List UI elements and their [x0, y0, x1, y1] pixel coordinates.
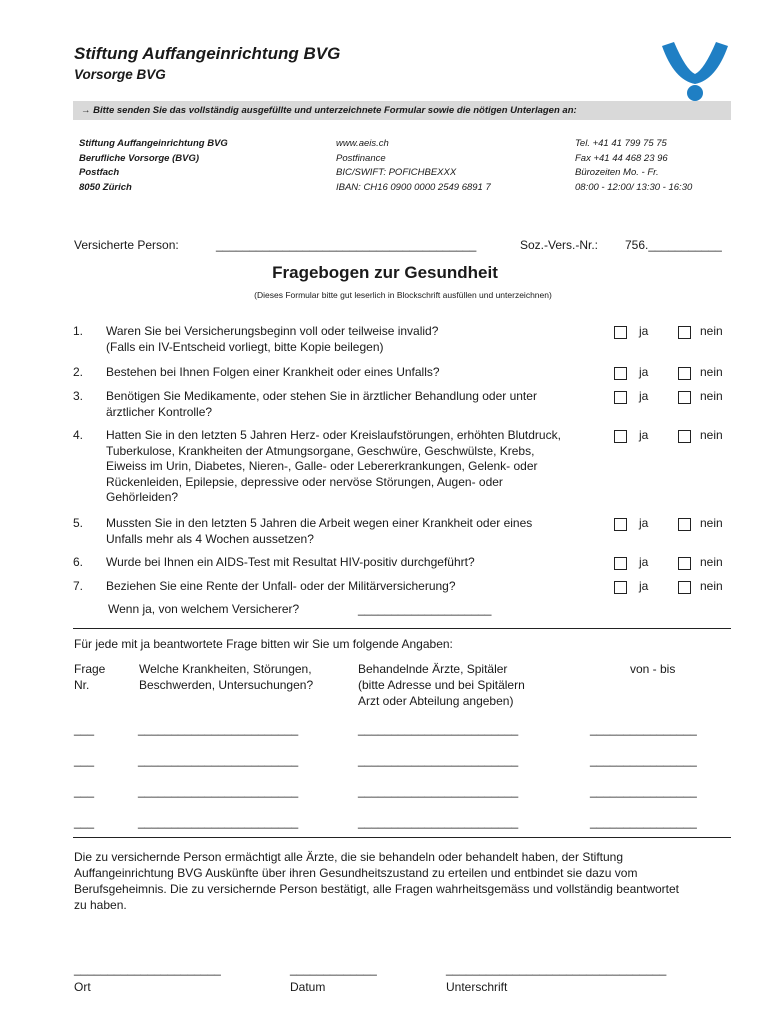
- instruction-banner: → Bitte senden Sie das vollständig ausgefüllte und unterzeichnete Formular sowie die nötigen Unterlagen an:: [73, 101, 731, 120]
- question-6-no-checkbox[interactable]: [678, 557, 691, 570]
- doctor-field[interactable]: ________________________: [358, 784, 519, 798]
- question-1-yes-checkbox[interactable]: [614, 326, 627, 339]
- address-contact: Tel. +41 41 799 75 75 Fax +41 44 468 23 96 Bürozeiten Mo. - Fr. 08:00 - 12:00/ 13:30 - 16:30: [575, 138, 693, 193]
- date-label: Datum: [290, 980, 326, 994]
- period-field[interactable]: ________________: [590, 753, 697, 767]
- question-number-field[interactable]: ___: [74, 815, 95, 829]
- yes-label: ja: [639, 428, 649, 442]
- question-number: 2.: [73, 365, 84, 379]
- yes-label: ja: [639, 365, 649, 379]
- question-4-yes-checkbox[interactable]: [614, 430, 627, 443]
- doctor-field[interactable]: ________________________: [358, 753, 519, 767]
- question-text: Beziehen Sie eine Rente der Unfall- oder der Militärversicherung?: [106, 579, 456, 593]
- illness-field[interactable]: ________________________: [138, 784, 299, 798]
- question-text: Benötigen Sie Medikamente, oder stehen Sie in ärztlicher Behandlung oder unter ärztlicher Kontrolle?: [106, 389, 537, 419]
- date-field[interactable]: _____________: [290, 962, 377, 976]
- insured-person-label: Versicherte Person:: [74, 238, 179, 252]
- page-title: Stiftung Auffangeinrichtung BVG: [74, 44, 341, 63]
- question-text: Mussten Sie in den letzten 5 Jahren die Arbeit wegen einer Krankheit oder eines Unfalls mehr als 4 Wochen aussetzen?: [106, 516, 533, 546]
- address-payment: www.aeis.ch Postfinance BIC/SWIFT: POFICHBEXXX IBAN: CH16 0900 0000 2549 6891 7: [336, 138, 491, 193]
- yes-label: ja: [639, 579, 649, 593]
- yes-label: ja: [639, 389, 649, 403]
- question-number-field[interactable]: ___: [74, 722, 95, 736]
- question-2-yes-checkbox[interactable]: [614, 367, 627, 380]
- period-field[interactable]: ________________: [590, 784, 697, 798]
- period-field[interactable]: ________________: [590, 722, 697, 736]
- column-header-doctors: Behandelnde Ärzte, Spitäler (bitte Adresse und bei Spitälern Arzt oder Abteilung angeben): [358, 662, 525, 708]
- question-text: Hatten Sie in den letzten 5 Jahren Herz- oder Kreislaufstörungen, erhöhten Blutdruck, Tuberkulose, Krankheiten der Atmungsorgane, Geschwüre, Geschwülste, Krebs, Eiweiss im Urin, Diabetes, Nieren-, Galle- oder Lebererkrankungen, Gelenk- oder Rückenleiden, Epilepsie, depressive oder nervöse Störungen, Augen- oder Gehörleiden?: [106, 428, 561, 504]
- divider: [73, 628, 731, 629]
- address-foundation: Stiftung Auffangeinrichtung BVG Berufliche Vorsorge (BVG) Postfach 8050 Zürich: [79, 138, 228, 193]
- question-number: 3.: [73, 389, 84, 403]
- no-label: nein: [700, 389, 723, 403]
- page-subtitle: Vorsorge BVG: [74, 67, 166, 82]
- doctor-field[interactable]: ________________________: [358, 722, 519, 736]
- column-header-period: von - bis: [630, 662, 676, 676]
- insurer-label: Wenn ja, von welchem Versicherer?: [108, 602, 300, 616]
- person-arms-up-logo: [660, 40, 730, 102]
- question-number-field[interactable]: ___: [74, 784, 95, 798]
- question-7-no-checkbox[interactable]: [678, 581, 691, 594]
- no-label: nein: [700, 365, 723, 379]
- yes-label: ja: [639, 555, 649, 569]
- yes-label: ja: [639, 516, 649, 530]
- column-header-question-number: Frage Nr.: [74, 662, 106, 692]
- question-4-no-checkbox[interactable]: [678, 430, 691, 443]
- question-7-yes-checkbox[interactable]: [614, 581, 627, 594]
- signature-field[interactable]: _________________________________: [446, 962, 667, 976]
- question-5-yes-checkbox[interactable]: [614, 518, 627, 531]
- ahv-number-label: Soz.-Vers.-Nr.:: [520, 238, 599, 252]
- question-2-no-checkbox[interactable]: [678, 367, 691, 380]
- ahv-number-field[interactable]: 756.___________: [625, 238, 722, 252]
- question-1-no-checkbox[interactable]: [678, 326, 691, 339]
- insured-person-field[interactable]: _______________________________________: [216, 238, 477, 252]
- question-number: 7.: [73, 579, 84, 593]
- form-note: (Dieses Formular bitte gut leserlich in Blockschrift ausfüllen und unterzeichnen): [254, 290, 552, 300]
- question-3-no-checkbox[interactable]: [678, 391, 691, 404]
- column-header-illnesses: Welche Krankheiten, Störungen, Beschwerden, Untersuchungen?: [139, 662, 314, 692]
- question-number: 5.: [73, 516, 84, 530]
- place-field[interactable]: ______________________: [74, 962, 221, 976]
- question-6-yes-checkbox[interactable]: [614, 557, 627, 570]
- question-text: Wurde bei Ihnen ein AIDS-Test mit Resultat HIV-positiv durchgeführt?: [106, 555, 475, 569]
- consent-text: Die zu versichernde Person ermächtigt alle Ärzte, die sie behandeln oder behandelt haben, der Stiftung Auffangeinrichtung BVG Auskünfte über ihren Gesundheitszustand zu erteilen und entbindet sie dazu vom Berufsgeheimnis. Die zu versichernde Person bestätigt, alle Fragen wahrheitsgemäss und vollständig beantwortet zu haben.: [74, 850, 679, 912]
- doctor-field[interactable]: ________________________: [358, 815, 519, 829]
- question-number-field[interactable]: ___: [74, 753, 95, 767]
- question-number: 4.: [73, 428, 84, 442]
- illness-field[interactable]: ________________________: [138, 815, 299, 829]
- divider: [73, 837, 731, 838]
- question-5-no-checkbox[interactable]: [678, 518, 691, 531]
- place-label: Ort: [74, 980, 91, 994]
- form-title: Fragebogen zur Gesundheit: [272, 263, 498, 282]
- no-label: nein: [700, 324, 723, 338]
- question-number: 1.: [73, 324, 84, 338]
- signature-label: Unterschrift: [446, 980, 508, 994]
- yes-label: ja: [639, 324, 649, 338]
- no-label: nein: [700, 428, 723, 442]
- period-field[interactable]: ________________: [590, 815, 697, 829]
- no-label: nein: [700, 579, 723, 593]
- question-number: 6.: [73, 555, 84, 569]
- question-3-yes-checkbox[interactable]: [614, 391, 627, 404]
- no-label: nein: [700, 516, 723, 530]
- no-label: nein: [700, 555, 723, 569]
- question-text: Waren Sie bei Versicherungsbeginn voll oder teilweise invalid? (Falls ein IV-Entscheid vorliegt, bitte Kopie beilegen): [106, 324, 439, 354]
- insurer-field[interactable]: ____________________: [358, 602, 492, 616]
- details-intro: Für jede mit ja beantwortete Frage bitten wir Sie um folgende Angaben:: [74, 637, 453, 651]
- illness-field[interactable]: ________________________: [138, 753, 299, 767]
- illness-field[interactable]: ________________________: [138, 722, 299, 736]
- question-text: Bestehen bei Ihnen Folgen einer Krankheit oder eines Unfalls?: [106, 365, 440, 379]
